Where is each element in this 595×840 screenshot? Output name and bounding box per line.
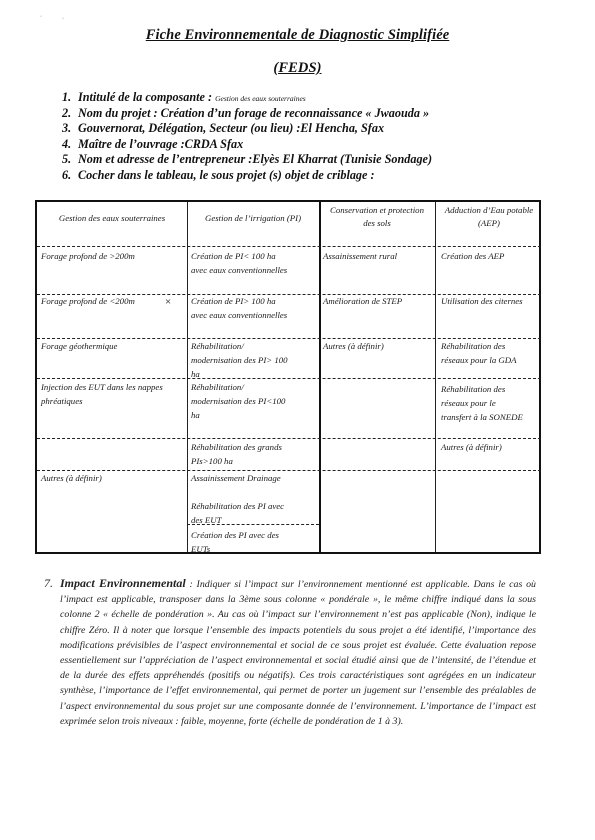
table-cell: Forage profond de <200m [41, 296, 135, 306]
table-cell: Création des AEP [441, 251, 505, 261]
table-cell: Réhabilitation des réseaux pour le transfert à la SONEDE [441, 384, 523, 422]
table-cell: Réhabilitation des PI avec des EUT [191, 501, 285, 525]
column-header-soil: Conservation et protection des sols [330, 205, 424, 228]
table-cell: Création des PI avec des EUTs [191, 530, 279, 554]
list-item: 1. Intitulé de la composante : Gestion des eaux souterraines [62, 90, 306, 104]
table-cell: Forage géothermique [41, 341, 118, 351]
table-cell: Autres (à définir) [323, 341, 384, 351]
subproject-table [35, 200, 541, 554]
table-cell: Injection des EUT dans les nappes phréatiques [41, 382, 163, 406]
document-title: Fiche Environnementale de Diagnostic Simplifiée [145, 27, 450, 43]
section-heading: Impact Environnemental [60, 576, 186, 590]
table-cell: Réhabilitation/ modernisation des PI<100 ha [191, 382, 286, 420]
table-cell: Réhabilitation des grands PIs>100 ha [191, 442, 282, 466]
project-info-list [62, 90, 582, 184]
table-cell: Création de PI< 100 ha avec eaux conventionnelles [191, 251, 288, 275]
table-cell: Assainissement Drainage [191, 473, 281, 483]
table-cell: Utilisation des citernes [441, 296, 523, 306]
table-cell: Réhabilitation des réseaux pour la GDA [441, 341, 517, 365]
column-divider [187, 202, 188, 552]
table-cell: Forage profond de >200m [41, 251, 135, 261]
list-item: 5. Nom et adresse de l’entrepreneur :Elyès El Kharrat (Tunisie Sondage) [62, 152, 433, 167]
row-divider [37, 246, 541, 247]
table-cell: Réhabilitation/ modernisation des PI> 100 ha [191, 341, 288, 379]
document-acronym: (FEDS) [273, 60, 322, 76]
selection-check-mark: × [165, 296, 172, 308]
row-divider [37, 438, 541, 439]
scan-speck: · [40, 14, 42, 20]
table-cell: Création de PI> 100 ha avec eaux conventionnelles [191, 296, 288, 320]
impact-section [44, 576, 536, 729]
list-item: 6. Cocher dans le tableau, le sous projet (s) objet de criblage : [62, 167, 375, 182]
column-header-drinking-water: Adduction d’Eau potable (AEP) [444, 205, 534, 228]
table-cell: Autres (à définir) [41, 473, 102, 483]
column-divider [435, 202, 436, 552]
section-number: 7. [44, 576, 53, 590]
table-cell: Assainissement rural [323, 251, 398, 261]
column-header-irrigation: Gestion de l’irrigation (PI) [204, 213, 302, 223]
list-item: 2. Nom du projet : Création d’un forage de reconnaissance « Jwaouda » [62, 105, 430, 120]
column-header-groundwater: Gestion des eaux souterraines [58, 213, 166, 223]
section-body: : Indiquer si l’impact sur l’environnement mentionné est applicable. Dans le cas où l’impact est applicable, transposer dans la 3ème sous colonne « pondérale », le même chiffre indiqué dans la sous colonne 2 « échelle de pondération ». Au cas où l’impact sur l’environnement n’est pas applicable (Non), indique le chiffre Zéro. Il à noter que lorsque l’ensemble des impacts potentiels du sous projet a été identifié, l’importance des modifications prévisibles de l’aspect environnemental et social de ce sous projet est évaluée. Cette évaluation repose essentiellement sur l’appréciation de l’aspect environnemental et social étudié ainsi que de l’intensité, de l’étendue et de la durée des effets appréhendés (positifs ou négatifs). Ces trois caractéristiques sont agrégées en un indicateur synthèse, l’importance de l’effet environnemental, qui permet de porter un jugement sur l’ensemble des préalables de l’aspect environnemental du sous projet sur une composante donnée de l’environnement. L’importance de l’impact est exprimée selon trois niveaux : faible, moyenne, forte (échelle de pondération de 1 à 3). [60, 579, 536, 727]
table-cell: Autres (à définir) [441, 442, 502, 452]
list-item: 3. Gouvernorat, Délégation, Secteur (ou lieu) :El Hencha, Sfax [62, 121, 385, 136]
list-item: 4. Maître de l’ouvrage :CRDA Sfax [62, 136, 244, 151]
scan-speck: · [62, 16, 64, 22]
table-cell: Amélioration de STEP [323, 296, 403, 306]
column-divider [319, 202, 321, 552]
